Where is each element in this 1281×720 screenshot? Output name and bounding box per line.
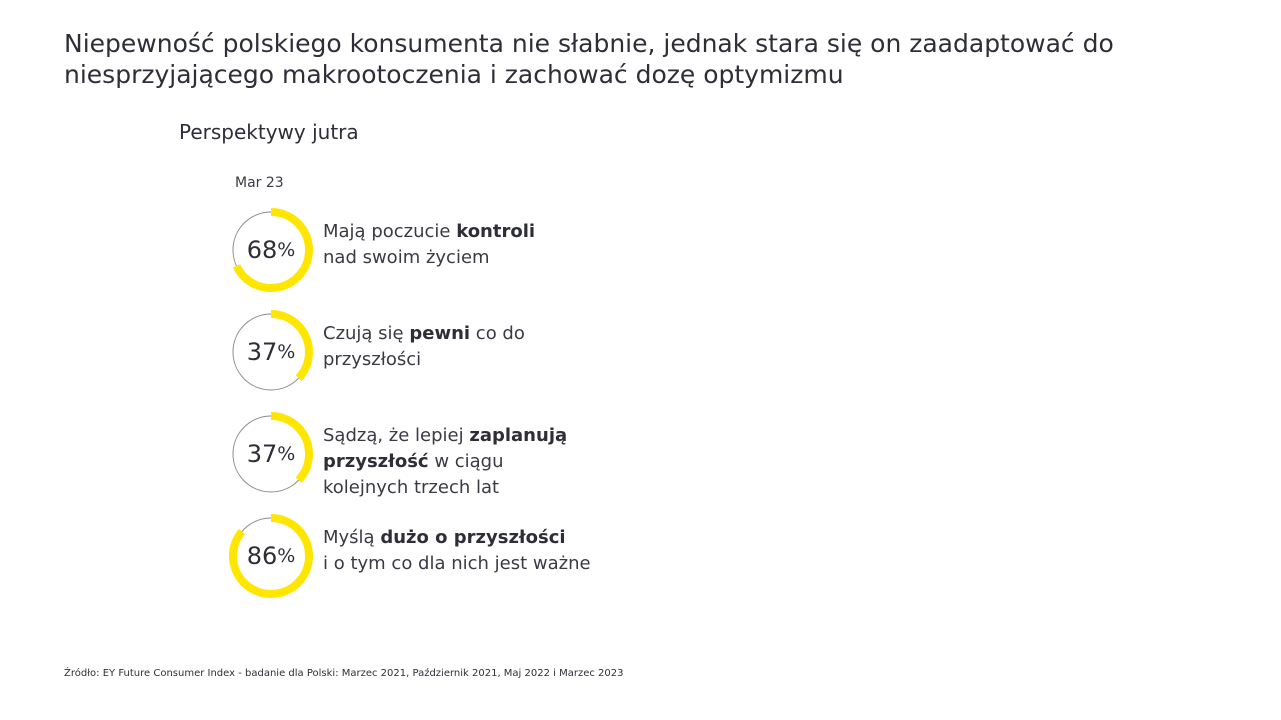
description-text: Mają poczucie (323, 221, 457, 242)
donut-description (323, 423, 643, 501)
donut-value-label (226, 307, 316, 397)
donut-value: 86 (246, 542, 278, 570)
description-text: Myślą (323, 527, 381, 548)
page-title: Niepewność polskiego konsumenta nie słabnie, jednak stara się on zaadaptować do niesprzyjającego makrootoczenia i zachować dozę optymizmu (64, 29, 1114, 89)
donut-row (226, 511, 646, 601)
description-emphasis: kontroli (456, 221, 536, 242)
donut-unit: % (277, 545, 296, 567)
description-emphasis: przyszłość (323, 451, 429, 472)
donut-unit: % (277, 239, 296, 261)
donut-chart (226, 307, 316, 397)
donut-chart (226, 511, 316, 601)
description-text: Sądzą, że lepiej (323, 425, 470, 446)
description-emphasis: pewni (409, 323, 471, 344)
donut-value-label (226, 205, 316, 295)
description-emphasis: zaplanują (469, 425, 568, 446)
description-text: i o tym co dla nich jest ważne (323, 553, 591, 574)
donut-row (226, 205, 646, 295)
source-note: Źródło: EY Future Consumer Index - badanie dla Polski: Marzec 2021, Październik 2021, Maj 2022 i Marzec 2023 (64, 668, 624, 679)
donut-row (226, 409, 646, 499)
description-text: kolejnych trzech lat (323, 477, 500, 498)
donut-unit: % (277, 341, 296, 363)
description-emphasis: dużo o przyszłości (380, 527, 566, 548)
description-text: nad swoim życiem (323, 247, 490, 268)
donut-value-label (226, 511, 316, 601)
donut-unit: % (277, 443, 296, 465)
section-subtitle: Perspektywy jutra (179, 120, 359, 144)
description-text: co do (470, 323, 525, 344)
donut-row (226, 307, 646, 397)
donut-description (323, 321, 643, 373)
donut-description (323, 525, 643, 577)
description-text: Czują się (323, 323, 410, 344)
donut-chart (226, 205, 316, 295)
donut-description (323, 219, 643, 271)
donut-chart (226, 409, 316, 499)
description-text: przyszłości (323, 349, 422, 370)
donut-value: 37 (246, 440, 278, 468)
donut-value: 37 (246, 338, 278, 366)
period-label: Mar 23 (235, 175, 284, 191)
description-text: w ciągu (428, 451, 504, 472)
donut-value: 68 (246, 236, 278, 264)
donut-value-label (226, 409, 316, 499)
